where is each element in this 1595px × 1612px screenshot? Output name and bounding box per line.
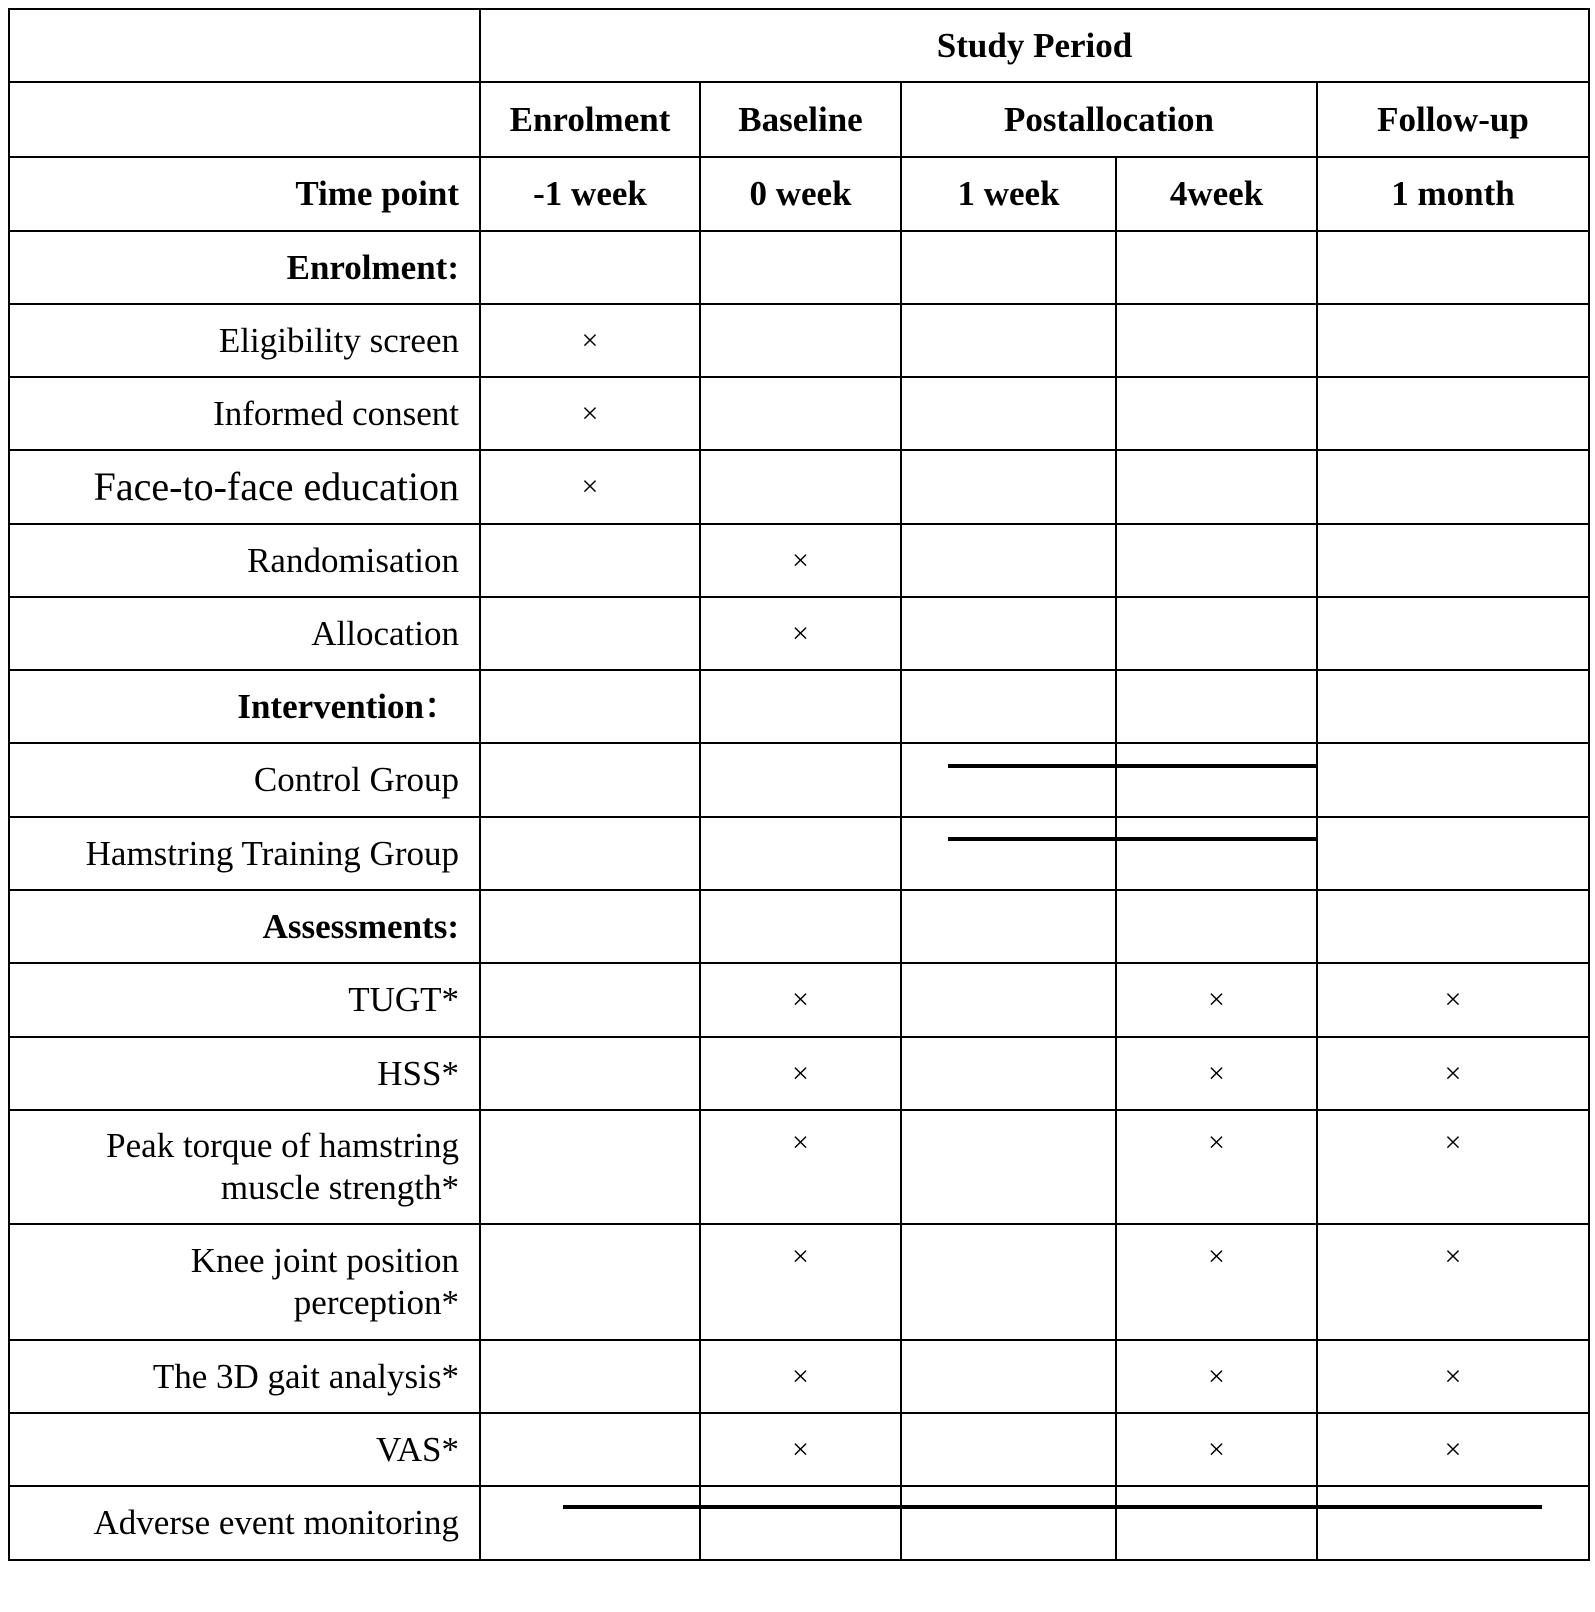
duration-bar-cell [1116,817,1317,890]
table-row-informed-consent [9,377,1589,450]
empty-cell [901,304,1116,377]
row-label-allocation: Allocation [9,597,480,670]
adverse-monitoring-bar [1318,1505,1542,1509]
duration-bar-cell [1116,1486,1317,1560]
mark-cell: × [1317,1224,1589,1340]
section-row-intervention [9,670,1589,743]
section-row-enrolment [9,231,1589,304]
time-point-1-month: 1 month [1317,157,1589,231]
mark-cell: × [700,597,901,670]
row-label-eligibility: Eligibility screen [9,304,480,377]
mark-cell: × [1116,1110,1317,1224]
empty-cell [1116,524,1317,597]
mark-cell: × [700,1413,901,1486]
mark-cell: × [1116,1340,1317,1413]
empty-cell [1317,670,1589,743]
row-label-randomisation: Randomisation [9,524,480,597]
empty-cell [901,1110,1116,1224]
empty-cell [700,817,901,890]
adverse-monitoring-bar [701,1505,900,1509]
mark-cell: × [1116,963,1317,1037]
table-row-eligibility [9,304,1589,377]
mark-cell: × [1116,1413,1317,1486]
row-label-peak-torque [9,1110,480,1224]
empty-cell [901,1224,1116,1340]
header-row-study-period [9,9,1589,82]
header-row-phases [9,82,1589,157]
empty-cell [901,670,1116,743]
row-label-knee-position [9,1224,480,1340]
mark-cell: × [1317,1413,1589,1486]
table-row-vas [9,1413,1589,1486]
mark-cell: × [1317,1110,1589,1224]
intervention-duration-bar [948,837,1115,841]
table-row-randomisation [9,524,1589,597]
row-label-hamstring-group: Hamstring Training Group [9,817,480,890]
table-row-knee-position [9,1224,1589,1340]
intervention-duration-bar [948,764,1115,768]
time-point-minus-1-week: -1 week [480,157,700,231]
empty-cell [901,1413,1116,1486]
empty-cell [480,817,700,890]
row-label-informed-consent: Informed consent [9,377,480,450]
empty-cell [1116,231,1317,304]
empty-cell [1317,377,1589,450]
table-row-hss [9,1037,1589,1110]
empty-cell [901,231,1116,304]
empty-cell [480,1110,700,1224]
row-label-knee-line-1: Knee joint position [190,1241,459,1280]
empty-cell [1116,890,1317,963]
phase-follow-up: Follow-up [1317,82,1589,157]
empty-cell [1116,670,1317,743]
adverse-monitoring-bar [902,1505,1115,1509]
mark-cell: × [1317,963,1589,1037]
row-label-peak-torque-line-1: Peak torque of hamstring [106,1126,459,1165]
section-label-enrolment: Enrolment: [9,231,480,304]
mark-cell: × [480,377,700,450]
row-label-adverse-events: Adverse event monitoring [9,1486,480,1560]
adverse-monitoring-bar [1117,1505,1316,1509]
mark-cell: × [700,963,901,1037]
mark-cell: × [1116,1037,1317,1110]
empty-cell [700,670,901,743]
row-label-tugt: TUGT* [9,963,480,1037]
empty-cell [1317,817,1589,890]
table-row-peak-torque [9,1110,1589,1224]
empty-cell [700,304,901,377]
mark-cell: × [480,304,700,377]
empty-cell [480,231,700,304]
empty-cell [901,1340,1116,1413]
time-point-1-week: 1 week [901,157,1116,231]
duration-bar-cell [901,1486,1116,1560]
row-label-hss: HSS* [9,1037,480,1110]
duration-bar-cell [901,743,1116,817]
empty-cell [480,670,700,743]
time-point-4-week: 4week [1116,157,1317,231]
empty-cell [901,450,1116,524]
empty-cell [1116,450,1317,524]
row-label-peak-torque-line-2: muscle strength* [220,1168,459,1207]
mark-cell: × [1116,1224,1317,1340]
mark-cell: × [700,524,901,597]
phase-baseline: Baseline [700,82,901,157]
time-point-0-week: 0 week [700,157,901,231]
mark-cell: × [480,450,700,524]
duration-bar-cell [901,817,1116,890]
empty-cell [901,597,1116,670]
section-label-assessments: Assessments: [9,890,480,963]
adverse-monitoring-bar [563,1505,699,1509]
mark-cell: × [1317,1340,1589,1413]
empty-cell [1317,450,1589,524]
mark-cell: × [1317,1037,1589,1110]
empty-cell [1317,890,1589,963]
empty-cell [700,450,901,524]
row-label-gait: The 3D gait analysis* [9,1340,480,1413]
empty-cell [700,231,901,304]
empty-cell [901,524,1116,597]
empty-cell [1317,304,1589,377]
empty-cell [901,963,1116,1037]
empty-cell [1317,524,1589,597]
row-label-knee-line-2: perception* [293,1283,459,1322]
mark-cell: × [700,1110,901,1224]
duration-bar-cell [480,1486,700,1560]
table-row-tugt [9,963,1589,1037]
empty-cell [480,524,700,597]
empty-cell [901,1037,1116,1110]
empty-cell [901,890,1116,963]
time-point-label: Time point [9,157,480,231]
empty-cell [480,1413,700,1486]
row-label-vas: VAS* [9,1413,480,1486]
row-label-education: Face-to-face education [9,450,480,524]
intervention-duration-bar [1117,764,1316,768]
empty-cell [1116,597,1317,670]
row-label-control-group: Control Group [9,743,480,817]
empty-cell [1317,743,1589,817]
empty-cell [700,743,901,817]
section-row-assessments [9,890,1589,963]
empty-cell [1116,377,1317,450]
empty-cell [480,1037,700,1110]
phase-enrolment: Enrolment [480,82,700,157]
empty-cell [480,743,700,817]
empty-cell [480,963,700,1037]
empty-cell [700,890,901,963]
duration-bar-cell [700,1486,901,1560]
empty-cell [700,377,901,450]
empty-cell [1317,597,1589,670]
empty-cell [480,597,700,670]
header-row-time-points [9,157,1589,231]
mark-cell: × [700,1340,901,1413]
empty-cell [1116,304,1317,377]
duration-bar-cell [1116,743,1317,817]
header-corner-cell [9,9,480,82]
empty-cell [480,1340,700,1413]
empty-cell [1317,231,1589,304]
study-schedule-table [8,8,1590,1561]
header-corner-cell [9,82,480,157]
duration-bar-cell [1317,1486,1589,1560]
empty-cell [480,1224,700,1340]
table-row-gait [9,1340,1589,1413]
mark-cell: × [700,1037,901,1110]
empty-cell [901,377,1116,450]
table-row-adverse-events [9,1486,1589,1560]
table-row-education [9,450,1589,524]
table-row-hamstring-group [9,817,1589,890]
phase-postallocation: Postallocation [901,82,1317,157]
table-row-control-group [9,743,1589,817]
table-row-allocation [9,597,1589,670]
study-period-header: Study Period [480,9,1589,82]
section-label-intervention: Intervention： [9,670,480,743]
intervention-duration-bar [1117,837,1316,841]
empty-cell [480,890,700,963]
mark-cell: × [700,1224,901,1340]
